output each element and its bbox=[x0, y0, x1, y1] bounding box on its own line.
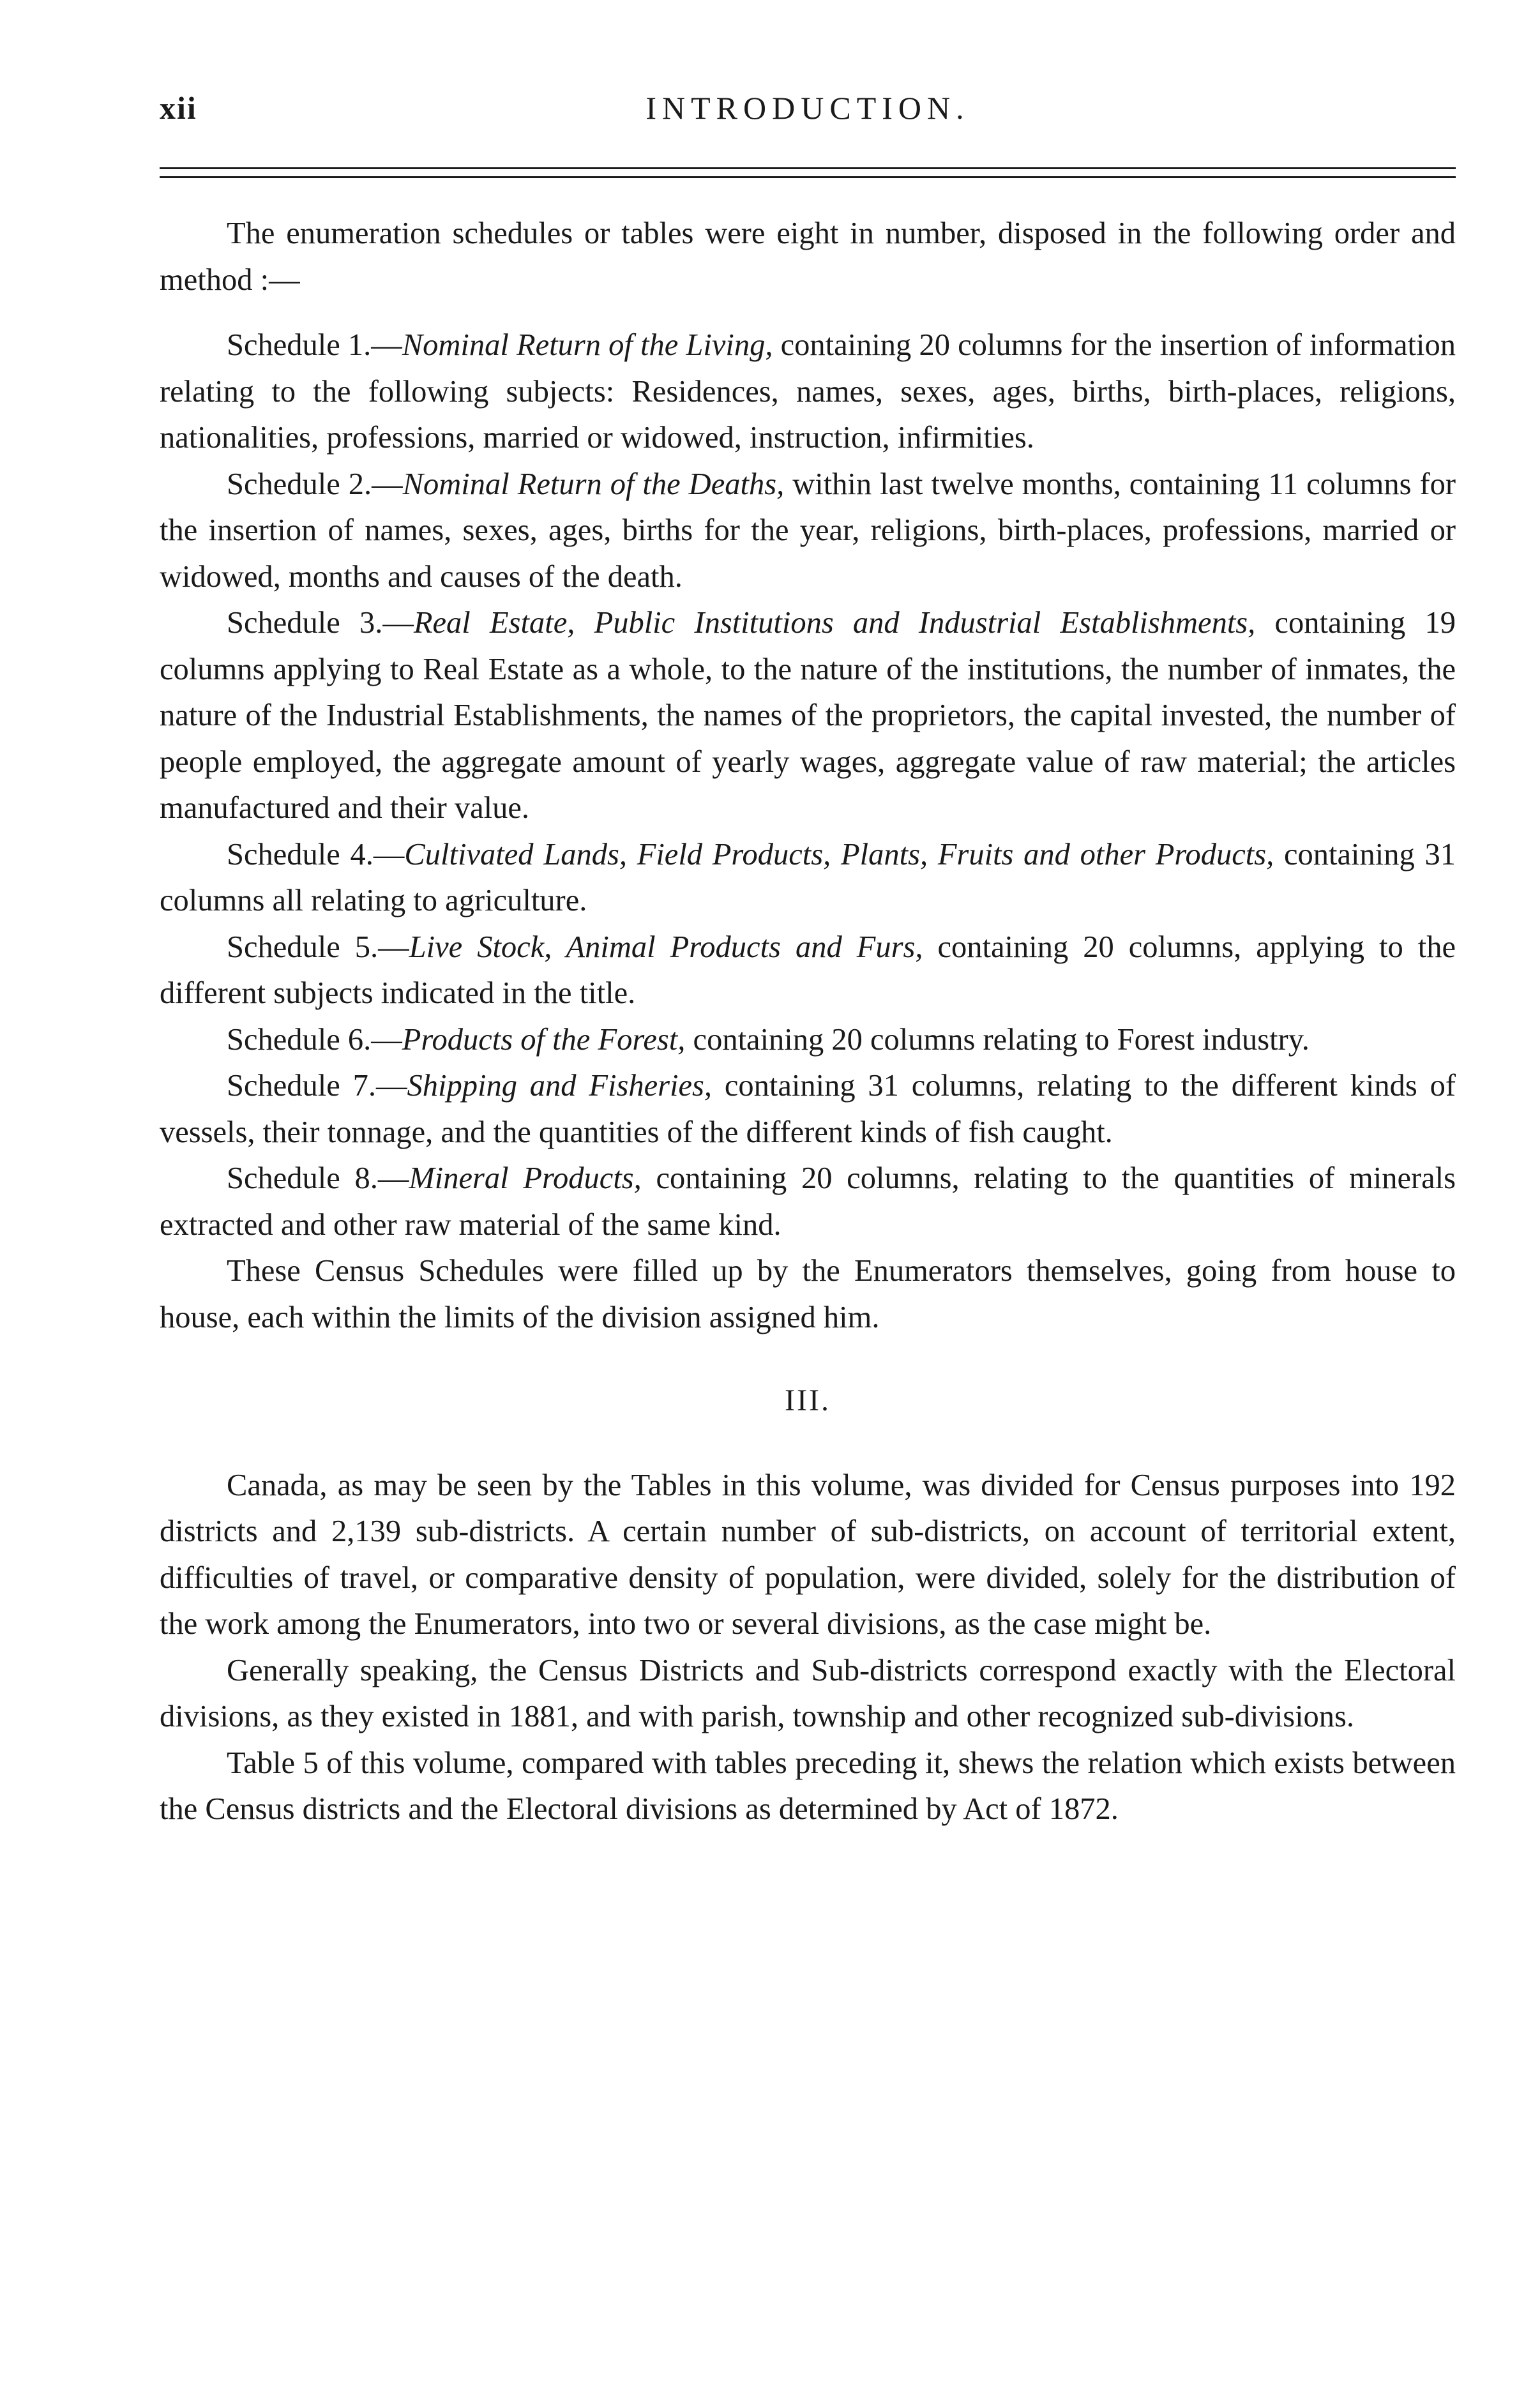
schedule-1-paragraph bbox=[160, 322, 1456, 462]
schedule-7-text: containing 31 columns, relating to the different kinds of vessels, their tonnage, and the quantities of the different kinds of fish caught. bbox=[160, 1069, 1456, 1149]
section-paragraph-1: Canada, as may be seen by the Tables in this volume, was divided for Census purposes into 192 districts and 2,139 sub-districts. A certain number of sub-districts, on account of territorial extent, difficulties of travel, or comparative density of population, were divided, solely for the distribution of the work among the Enumerators, into two or several divisions, as the case might be. bbox=[160, 1468, 1456, 1641]
schedule-4-paragraph bbox=[160, 832, 1456, 924]
schedule-7-title: Shipping and Fisheries, bbox=[407, 1069, 713, 1103]
schedule-7-label: Schedule 7.— bbox=[227, 1069, 407, 1103]
schedule-4-title: Cultivated Lands, Field Products, Plants, Fruits and other Products, bbox=[404, 837, 1274, 871]
header-rule-lower bbox=[160, 176, 1456, 178]
section-paragraph-3: Table 5 of this volume, compared with tables preceding it, shews the relation which exists between the Census districts and the Electoral divisions as determined by Act of 1872. bbox=[160, 1746, 1456, 1826]
schedule-8-paragraph bbox=[160, 1156, 1456, 1248]
schedule-6-text: containing 20 columns relating to Forest industry. bbox=[685, 1022, 1310, 1057]
schedule-5-title: Live Stock, Animal Products and Furs, bbox=[409, 930, 923, 964]
schedule-6-label: Schedule 6.— bbox=[227, 1022, 402, 1057]
header-rule-upper bbox=[160, 167, 1456, 169]
census-note-paragraph: These Census Schedules were filled up by the Enumerators themselves, going from house to house, each within the limits of the division assigned him. bbox=[160, 1254, 1456, 1334]
schedule-2-text: within last twelve months, containing 11 columns for the insertion of names, sexes, ages, births for the year, religions, birth-places, professions, married or widowed, months and causes of the death. bbox=[160, 467, 1456, 594]
schedule-3-paragraph bbox=[160, 600, 1456, 832]
schedule-7-paragraph bbox=[160, 1063, 1456, 1156]
schedule-8-title: Mineral Products, bbox=[409, 1161, 642, 1195]
section-paragraph-2: Generally speaking, the Census Districts and Sub-districts correspond exactly with the Electoral divisions, as they existed in 1881, and with parish, township and other recognized sub-divisions. bbox=[160, 1653, 1456, 1733]
schedule-5-paragraph bbox=[160, 924, 1456, 1017]
schedule-8-label: Schedule 8.— bbox=[227, 1161, 409, 1195]
schedule-3-title: Real Estate, Public Institutions and Industrial Establishments, bbox=[413, 606, 1256, 640]
schedule-4-label: Schedule 4.— bbox=[227, 837, 405, 871]
schedule-1-title: Nominal Return of the Living, bbox=[402, 328, 773, 362]
schedule-1-text: containing 20 columns for the insertion of information relating to the following subjects: Residences, names, sexes, ages, births, birth-places, religions, nationalities, professions, married or widowed, instruction, infirmities. bbox=[160, 328, 1456, 455]
schedule-5-label: Schedule 5.— bbox=[227, 930, 409, 964]
schedule-2-title: Nominal Return of the Deaths, bbox=[402, 467, 785, 501]
page-header bbox=[160, 89, 1456, 140]
schedule-5-text: containing 20 columns, applying to the different subjects indicated in the title. bbox=[160, 930, 1456, 1010]
schedule-2-paragraph bbox=[160, 462, 1456, 601]
schedule-1-label: Schedule 1.— bbox=[227, 328, 402, 362]
running-head-title: INTRODUCTION. bbox=[645, 90, 970, 126]
body-text bbox=[160, 211, 1456, 1833]
section-numeral: III. bbox=[785, 1384, 831, 1417]
schedule-3-label: Schedule 3.— bbox=[227, 606, 414, 640]
page-number: xii bbox=[160, 90, 197, 126]
schedule-6-title: Products of the Forest, bbox=[402, 1022, 686, 1057]
intro-paragraph: The enumeration schedules or tables were eight in number, disposed in the following order and method :— bbox=[160, 216, 1456, 297]
schedule-6-paragraph bbox=[160, 1017, 1456, 1064]
schedule-2-label: Schedule 2.— bbox=[227, 467, 403, 501]
schedule-4-text: containing 31 columns all relating to agriculture. bbox=[160, 837, 1456, 917]
schedule-8-text: containing 20 columns, relating to the quantities of minerals extracted and other raw material of the same kind. bbox=[160, 1161, 1456, 1242]
schedule-3-text: containing 19 columns applying to Real Estate as a whole, to the nature of the institutions, the number of inmates, the nature of the Industrial Establishments, the names of the proprietors, the capital invested, the number of people employed, the aggregate amount of yearly wages, aggregate value of raw material; the articles manufactured and their value. bbox=[160, 606, 1456, 825]
